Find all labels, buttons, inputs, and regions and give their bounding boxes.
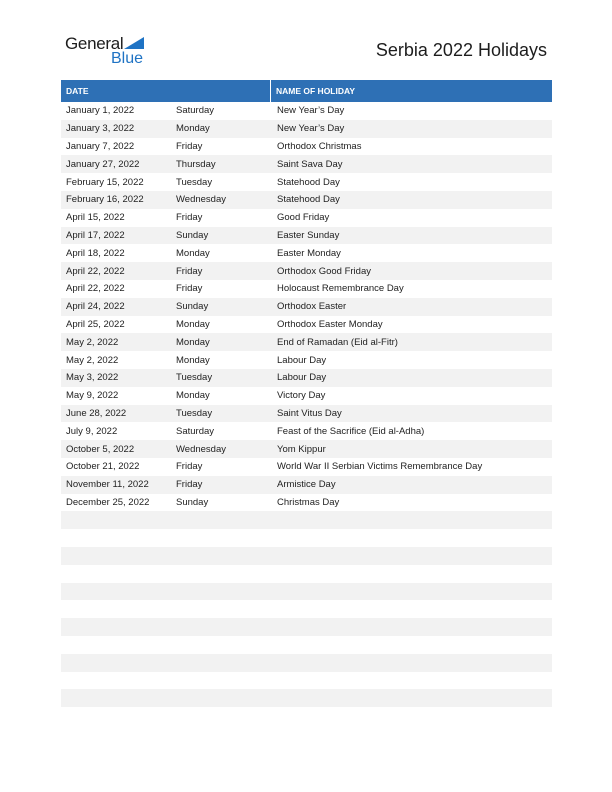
table-row <box>61 422 552 440</box>
table-row <box>61 262 552 280</box>
row-holiday-name: Feast of the Sacrifice (Eid al-Adha) <box>277 425 425 437</box>
row-day: Sunday <box>176 301 209 313</box>
row-date: February 15, 2022 <box>66 176 144 188</box>
table-row <box>61 298 552 316</box>
logo <box>65 34 155 70</box>
row-holiday-name: Orthodox Christmas <box>277 140 362 152</box>
row-date: May 2, 2022 <box>66 354 119 366</box>
row-holiday-name: Orthodox Easter <box>277 301 347 313</box>
row-date: April 18, 2022 <box>66 247 125 259</box>
logo-triangle-icon <box>124 37 144 49</box>
row-date: February 16, 2022 <box>66 194 144 206</box>
row-holiday-name: Statehood Day <box>277 194 340 206</box>
empty-row <box>61 547 552 565</box>
row-holiday-name: Easter Monday <box>277 247 341 259</box>
empty-row <box>61 707 552 725</box>
table-row <box>61 369 552 387</box>
row-date: April 24, 2022 <box>66 301 125 313</box>
row-day: Friday <box>176 479 203 491</box>
logo-blue-text: Blue <box>111 50 144 67</box>
row-date: October 5, 2022 <box>66 443 135 455</box>
row-date: January 3, 2022 <box>66 123 135 135</box>
row-holiday-name: Orthodox Easter Monday <box>277 318 383 330</box>
row-day: Sunday <box>176 229 209 241</box>
row-date: April 25, 2022 <box>66 318 125 330</box>
row-holiday-name: New Year’s Day <box>277 123 345 135</box>
table-row <box>61 316 552 334</box>
table-row <box>61 476 552 494</box>
row-date: April 22, 2022 <box>66 265 125 277</box>
row-day: Monday <box>176 318 210 330</box>
row-date: December 25, 2022 <box>66 496 150 508</box>
empty-row <box>61 529 552 547</box>
table-row <box>61 280 552 298</box>
row-day: Friday <box>176 212 203 224</box>
row-holiday-name: Christmas Day <box>277 496 340 508</box>
row-date: January 7, 2022 <box>66 140 135 152</box>
row-day: Tuesday <box>176 407 213 419</box>
row-holiday-name: End of Ramadan (Eid al-Fitr) <box>277 336 398 348</box>
row-date: April 22, 2022 <box>66 283 125 295</box>
row-holiday-name: Yom Kippur <box>277 443 326 455</box>
empty-row <box>61 583 552 601</box>
table-header <box>61 80 552 102</box>
table-row <box>61 120 552 138</box>
empty-row <box>61 565 552 583</box>
row-date: June 28, 2022 <box>66 407 127 419</box>
row-holiday-name: Statehood Day <box>277 176 340 188</box>
table-row <box>61 138 552 156</box>
table-row <box>61 227 552 245</box>
table-row <box>61 440 552 458</box>
row-date: October 21, 2022 <box>66 461 140 473</box>
row-day: Friday <box>176 461 203 473</box>
empty-row <box>61 511 552 529</box>
row-day: Wednesday <box>176 194 226 206</box>
row-date: January 1, 2022 <box>66 105 135 117</box>
row-holiday-name: Saint Sava Day <box>277 158 343 170</box>
table-row <box>61 209 552 227</box>
row-day: Monday <box>176 354 210 366</box>
row-holiday-name: Saint Vitus Day <box>277 407 342 419</box>
row-date: January 27, 2022 <box>66 158 140 170</box>
table-row <box>61 351 552 369</box>
table-body <box>61 102 552 511</box>
row-day: Friday <box>176 265 203 277</box>
row-holiday-name: World War II Serbian Victims Remembrance Day <box>277 461 483 473</box>
row-holiday-name: Labour Day <box>277 354 327 366</box>
empty-row <box>61 672 552 690</box>
row-date: November 11, 2022 <box>66 479 149 491</box>
row-date: July 9, 2022 <box>66 425 118 437</box>
row-date: May 2, 2022 <box>66 336 119 348</box>
row-date: May 9, 2022 <box>66 390 119 402</box>
row-holiday-name: New Year’s Day <box>277 105 345 117</box>
row-day: Saturday <box>176 105 215 117</box>
table-row <box>61 155 552 173</box>
holiday-table <box>61 80 552 725</box>
row-day: Monday <box>176 123 210 135</box>
table-row <box>61 494 552 512</box>
table-row <box>61 102 552 120</box>
table-row <box>61 173 552 191</box>
row-day: Tuesday <box>176 176 213 188</box>
row-date: April 17, 2022 <box>66 229 125 241</box>
row-holiday-name: Good Friday <box>277 212 330 224</box>
empty-row <box>61 618 552 636</box>
table-row <box>61 333 552 351</box>
row-day: Friday <box>176 140 203 152</box>
row-date: April 15, 2022 <box>66 212 125 224</box>
row-holiday-name: Orthodox Good Friday <box>277 265 371 277</box>
empty-row <box>61 636 552 654</box>
row-holiday-name: Victory Day <box>277 390 326 402</box>
empty-row <box>61 600 552 618</box>
row-day: Monday <box>176 247 210 259</box>
row-day: Sunday <box>176 496 209 508</box>
header-holiday-name: NAME OF HOLIDAY <box>276 86 356 96</box>
empty-row <box>61 654 552 672</box>
row-day: Saturday <box>176 425 215 437</box>
table-row <box>61 458 552 476</box>
table-row <box>61 244 552 262</box>
table-row <box>61 191 552 209</box>
row-holiday-name: Holocaust Remembrance Day <box>277 283 404 295</box>
row-day: Tuesday <box>176 372 213 384</box>
row-holiday-name: Easter Sunday <box>277 229 340 241</box>
row-date: May 3, 2022 <box>66 372 119 384</box>
empty-row <box>61 689 552 707</box>
table-row <box>61 405 552 423</box>
row-day: Wednesday <box>176 443 226 455</box>
table-blank-rows <box>61 511 552 725</box>
table-row <box>61 387 552 405</box>
row-holiday-name: Armistice Day <box>277 479 336 491</box>
row-day: Monday <box>176 390 210 402</box>
row-day: Thursday <box>176 158 216 170</box>
row-day: Friday <box>176 283 203 295</box>
logo-general-text: General <box>65 34 124 53</box>
row-holiday-name: Labour Day <box>277 372 327 384</box>
header-date: DATE <box>61 80 271 102</box>
row-day: Monday <box>176 336 210 348</box>
page-title: Serbia 2022 Holidays <box>375 40 547 60</box>
